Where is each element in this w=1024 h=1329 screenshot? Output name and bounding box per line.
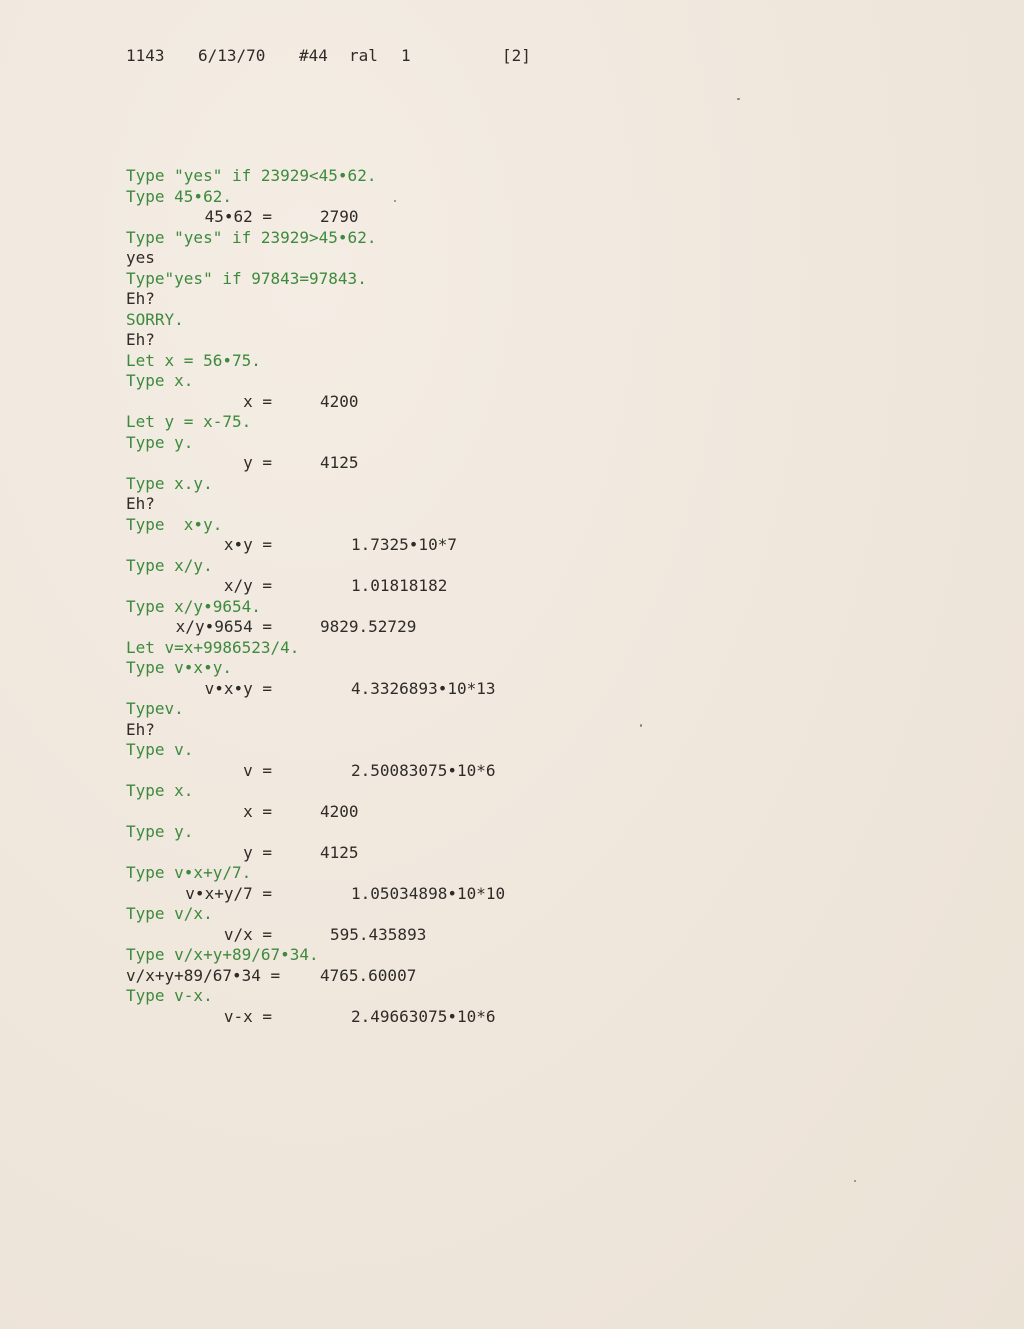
result-line (126, 453, 376, 474)
user-command-line: Type y. (126, 822, 194, 841)
user-command-line: Type"yes" if 97843=97843. (126, 268, 367, 288)
user-command-line: Type v•x+y/7. (126, 863, 252, 882)
system-response-line: yes (126, 248, 155, 267)
user-command-line: Type x. (126, 371, 194, 390)
user-command-line: Type x/y. (126, 555, 213, 575)
user-command-line: Type v/x. (126, 904, 213, 923)
result-expression: v = (243, 760, 272, 780)
result-value: 2.49663075•10*6 (351, 1006, 496, 1026)
user-command-line: Type y. (126, 432, 194, 452)
user-command-line: Type x•y. (126, 514, 223, 534)
result-expression: y = (243, 842, 272, 862)
header-date: 6/13/70 (198, 46, 266, 65)
result-expression: x = (243, 391, 272, 411)
header-number: #44 (299, 46, 328, 65)
paper-speck (394, 200, 396, 202)
result-value: 4125 (320, 453, 359, 472)
result-expression: x = (243, 801, 272, 821)
result-value: 1.7325•10*7 (351, 535, 457, 554)
system-response-line: Eh? (126, 494, 155, 513)
header-page-number: [2] (502, 46, 531, 65)
result-line (126, 207, 376, 228)
user-command-line: Type v. (126, 740, 194, 759)
user-command-line: Type x.y. (126, 473, 213, 493)
header-user: ral (349, 46, 378, 65)
user-command-line: Let v=x+9986523/4. (126, 637, 300, 657)
result-expression: x•y = (223, 535, 272, 554)
user-command-line: Let x = 56•75. (126, 350, 261, 370)
result-expression: v•x+y/7 = (185, 883, 272, 903)
system-response-line: Eh? (126, 289, 155, 308)
result-line (126, 617, 417, 638)
result-expression: x/y•9654 = (175, 617, 272, 636)
result-expression: y = (243, 453, 272, 472)
paper-speck (737, 98, 740, 100)
result-expression: 45•62 = (204, 207, 272, 226)
result-line (126, 576, 448, 597)
result-value: 4125 (320, 842, 359, 862)
result-line (126, 535, 457, 556)
user-command-line: Type v/x+y+89/67•34. (126, 945, 319, 964)
result-expression: v/x = (223, 924, 272, 944)
result-value: 4.3326893•10*13 (351, 678, 496, 698)
user-command-line: Type v•x•y. (126, 658, 232, 677)
header-unit: 1 (401, 46, 411, 65)
user-command-line: Type x/y•9654. (126, 596, 261, 616)
result-value: 1.01818182 (351, 576, 448, 595)
result-expression: v-x = (223, 1006, 272, 1026)
user-command-line: Type "yes" if 23929<45•62. (126, 166, 377, 185)
result-value: 595.435893 (330, 924, 427, 944)
result-value: 4765.60007 (320, 965, 417, 985)
paper-speck (640, 724, 642, 727)
result-line (126, 392, 376, 413)
result-value: 2790 (320, 207, 359, 226)
result-line (126, 924, 427, 946)
result-expression: v/x+y+89/67•34 = (126, 965, 281, 985)
user-command-line: Let y = x-75. (126, 412, 252, 431)
result-line (126, 843, 376, 864)
result-expression: v•x•y = (204, 678, 272, 698)
result-value: 9829.52729 (320, 617, 417, 636)
header-job: 1143 (126, 46, 165, 65)
user-command-line: Type x. (126, 781, 194, 800)
result-expression: x/y = (223, 576, 272, 595)
result-line (126, 760, 496, 782)
user-command-line: Type 45•62. (126, 186, 232, 206)
result-line (126, 1006, 496, 1028)
user-command-line: Typev. (126, 699, 184, 718)
result-value: 2.50083075•10*6 (351, 760, 496, 780)
teletype-transcript (126, 166, 506, 1027)
user-command-line: Type "yes" if 23929>45•62. (126, 227, 377, 247)
result-line (126, 678, 496, 700)
result-value: 4200 (320, 801, 359, 821)
result-line (126, 883, 506, 905)
user-command-line: Type v-x. (126, 986, 213, 1005)
system-response-line: Eh? (126, 330, 155, 349)
result-value: 4200 (320, 391, 359, 411)
paper-speck (854, 1180, 856, 1182)
result-line (126, 965, 417, 987)
user-command-line: SORRY. (126, 309, 184, 329)
result-line (126, 802, 376, 823)
result-value: 1.05034898•10*10 (351, 883, 506, 903)
system-response-line: Eh? (126, 719, 155, 739)
